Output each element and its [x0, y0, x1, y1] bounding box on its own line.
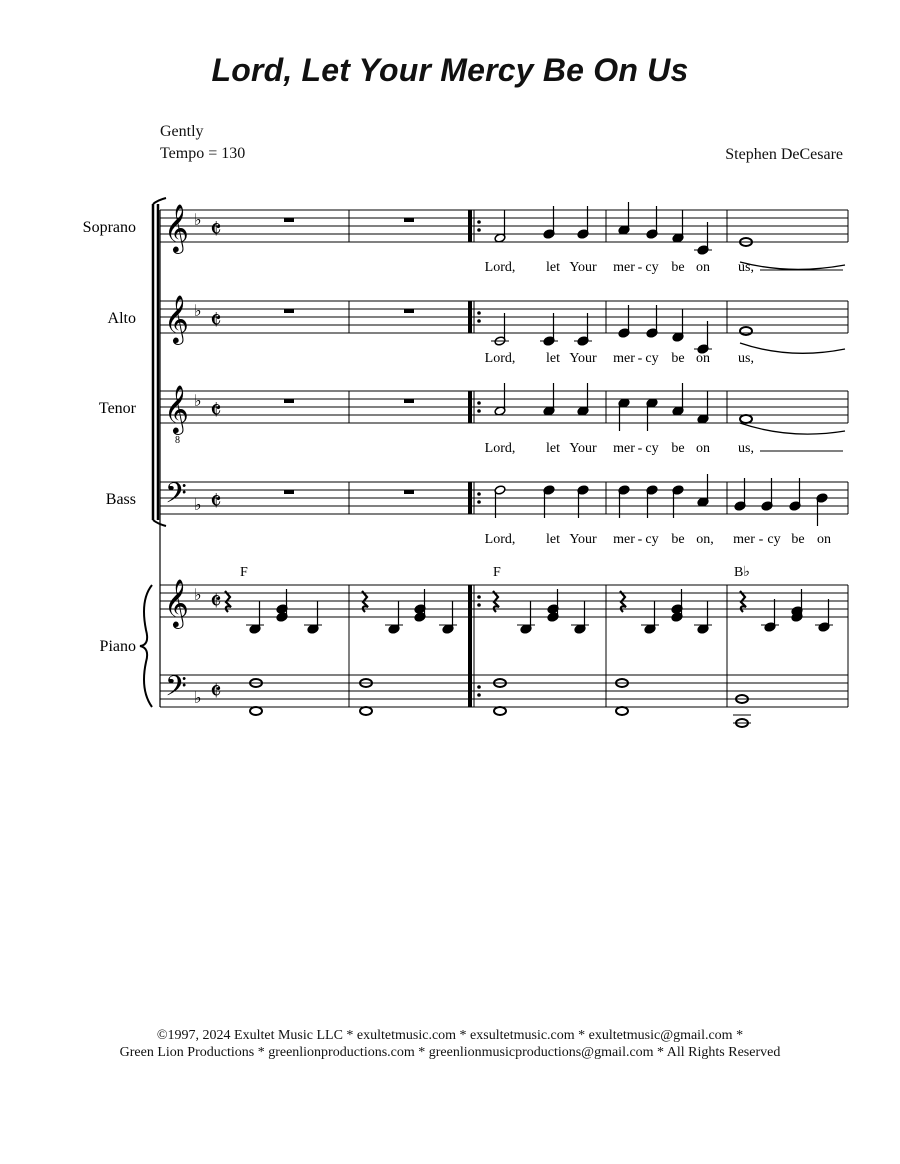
- flat-icon: ♭: [194, 303, 202, 320]
- repeat-barline: [468, 585, 472, 707]
- bass-clef-icon: 𝄢: [165, 672, 187, 709]
- whole-note: [494, 707, 506, 715]
- lyric-syllable: Lord,: [484, 441, 516, 456]
- lyric-syllable: let: [546, 532, 560, 547]
- time-signature: 𝄵: [210, 215, 222, 244]
- lyric-syllable: be: [671, 260, 685, 275]
- whole-note: [360, 707, 372, 715]
- repeat-dot: [477, 685, 481, 689]
- tie: [740, 262, 845, 269]
- lyric-syllable: on: [696, 441, 710, 456]
- whole-rest: [404, 490, 414, 494]
- lyric-syllable: on: [696, 351, 710, 366]
- piano-brace: [140, 585, 152, 707]
- lyric-syllable: Lord,: [484, 532, 516, 547]
- lyric-syllable: us,: [738, 351, 754, 366]
- lyric-syllable: us,: [738, 441, 754, 456]
- lyric-syllable: cy: [645, 441, 659, 456]
- rests: [284, 218, 414, 494]
- part-name-soprano: Soprano: [82, 219, 136, 236]
- repeat-dot: [477, 220, 481, 224]
- lyric-syllable: -: [637, 351, 643, 366]
- time-signature: 𝄵: [210, 396, 222, 425]
- lyric-syllable: Your: [569, 532, 597, 547]
- repeat-dot: [477, 603, 481, 607]
- repeat-dot: [477, 595, 481, 599]
- lyric-syllable: mer: [613, 351, 635, 366]
- treble-clef-icon: 𝄞: [164, 581, 189, 627]
- treble-clef-icon: 𝄞: [164, 297, 189, 343]
- lyric-syllable: us,: [738, 260, 754, 275]
- whole-note: [250, 707, 262, 715]
- publisher-line: Green Lion Productions * greenlionproductions.com * greenlionmusicproductions@gmail.com * All Rights Reserved: [119, 1045, 781, 1060]
- whole-note: [740, 415, 752, 423]
- whole-rest: [404, 399, 414, 403]
- repeat-dot: [477, 319, 481, 323]
- whole-rest: [284, 218, 294, 222]
- whole-note: [616, 707, 628, 715]
- part-name-piano: Piano: [99, 638, 136, 655]
- octave-marker: 8: [175, 435, 180, 446]
- choir-bracket: [153, 204, 158, 520]
- staff-lines: [160, 210, 848, 707]
- whole-rest: [404, 218, 414, 222]
- repeat-dot: [477, 311, 481, 315]
- flat-icon: ♭: [194, 393, 202, 410]
- lyric-syllable: be: [791, 532, 805, 547]
- time-signature: 𝄵: [210, 587, 222, 616]
- tie: [740, 423, 845, 434]
- repeat-dot: [477, 693, 481, 697]
- lyric-syllable: be: [671, 532, 685, 547]
- time-signature: 𝄵: [210, 677, 222, 706]
- lyric-syllable: Your: [569, 351, 597, 366]
- lyric-syllable: on,: [696, 532, 714, 547]
- lyric-syllable: mer: [613, 260, 635, 275]
- part-name-alto: Alto: [107, 310, 136, 327]
- whole-rest: [284, 309, 294, 313]
- flat-icon: ♭: [194, 690, 202, 707]
- flat-icon: ♭: [194, 497, 202, 514]
- lyric-syllable: mer: [613, 532, 635, 547]
- lyric-syllable: cy: [645, 351, 659, 366]
- chord-symbol: B♭: [734, 565, 750, 580]
- treble-clef-icon: 𝄞: [164, 387, 189, 433]
- whole-note: [740, 327, 752, 335]
- repeat-dot: [477, 228, 481, 232]
- whole-rest: [284, 490, 294, 494]
- repeat-dot: [477, 492, 481, 496]
- whole-rest: [284, 399, 294, 403]
- composer-name: Stephen DeCesare: [725, 146, 843, 163]
- time-signature: 𝄵: [210, 306, 222, 335]
- treble-clef-icon: 𝄞: [164, 206, 189, 252]
- time-signature: 𝄵: [210, 487, 222, 516]
- chord-symbol: F: [240, 565, 248, 580]
- flat-icon: ♭: [194, 587, 202, 604]
- tie: [740, 343, 845, 353]
- song-title: Lord, Let Your Mercy Be On Us: [211, 52, 689, 88]
- repeat-barline: [468, 301, 472, 333]
- lyric-syllable: be: [671, 351, 685, 366]
- lyric-syllable: cy: [767, 532, 781, 547]
- copyright-line: ©1997, 2024 Exultet Music LLC * exultetmusic.com * exsultetmusic.com * exultetmusic@gmail.com *: [156, 1028, 744, 1043]
- lyric-syllable: Lord,: [484, 351, 516, 366]
- lyric-syllable: let: [546, 260, 560, 275]
- lyric-syllable: mer: [613, 441, 635, 456]
- notes: [225, 202, 833, 727]
- lyric-syllable: -: [637, 260, 643, 275]
- lyric-syllable: let: [546, 351, 560, 366]
- lyric-syllable: Your: [569, 260, 597, 275]
- flat-icon: ♭: [194, 212, 202, 229]
- lyric-syllable: on: [817, 532, 831, 547]
- lyric-syllable: -: [758, 532, 764, 547]
- lyric-syllable: cy: [645, 532, 659, 547]
- repeat-dot: [477, 500, 481, 504]
- repeat-barline: [468, 391, 472, 423]
- clefs: [164, 204, 202, 709]
- repeat-barline: [468, 482, 472, 514]
- bass-clef-icon: 𝄢: [165, 479, 187, 516]
- part-name-tenor: Tenor: [98, 400, 136, 417]
- lyric-syllable: mer: [733, 532, 755, 547]
- lyric-syllable: let: [546, 441, 560, 456]
- lyric-syllable: cy: [645, 260, 659, 275]
- lyric-syllable: be: [671, 441, 685, 456]
- tempo-value: Tempo = 130: [160, 145, 246, 162]
- tempo-marking: Gently: [160, 123, 204, 140]
- chord-symbol: F: [493, 565, 501, 580]
- lyric-syllable: on: [696, 260, 710, 275]
- lyric-syllable: Your: [569, 441, 597, 456]
- lyric-syllable: Lord,: [484, 260, 516, 275]
- repeat-dot: [477, 409, 481, 413]
- repeat-barline: [468, 210, 472, 242]
- lyric-syllable: -: [637, 532, 643, 547]
- lyric-syllable: -: [637, 441, 643, 456]
- whole-rest: [404, 309, 414, 313]
- part-name-bass: Bass: [105, 491, 136, 508]
- repeat-dot: [477, 401, 481, 405]
